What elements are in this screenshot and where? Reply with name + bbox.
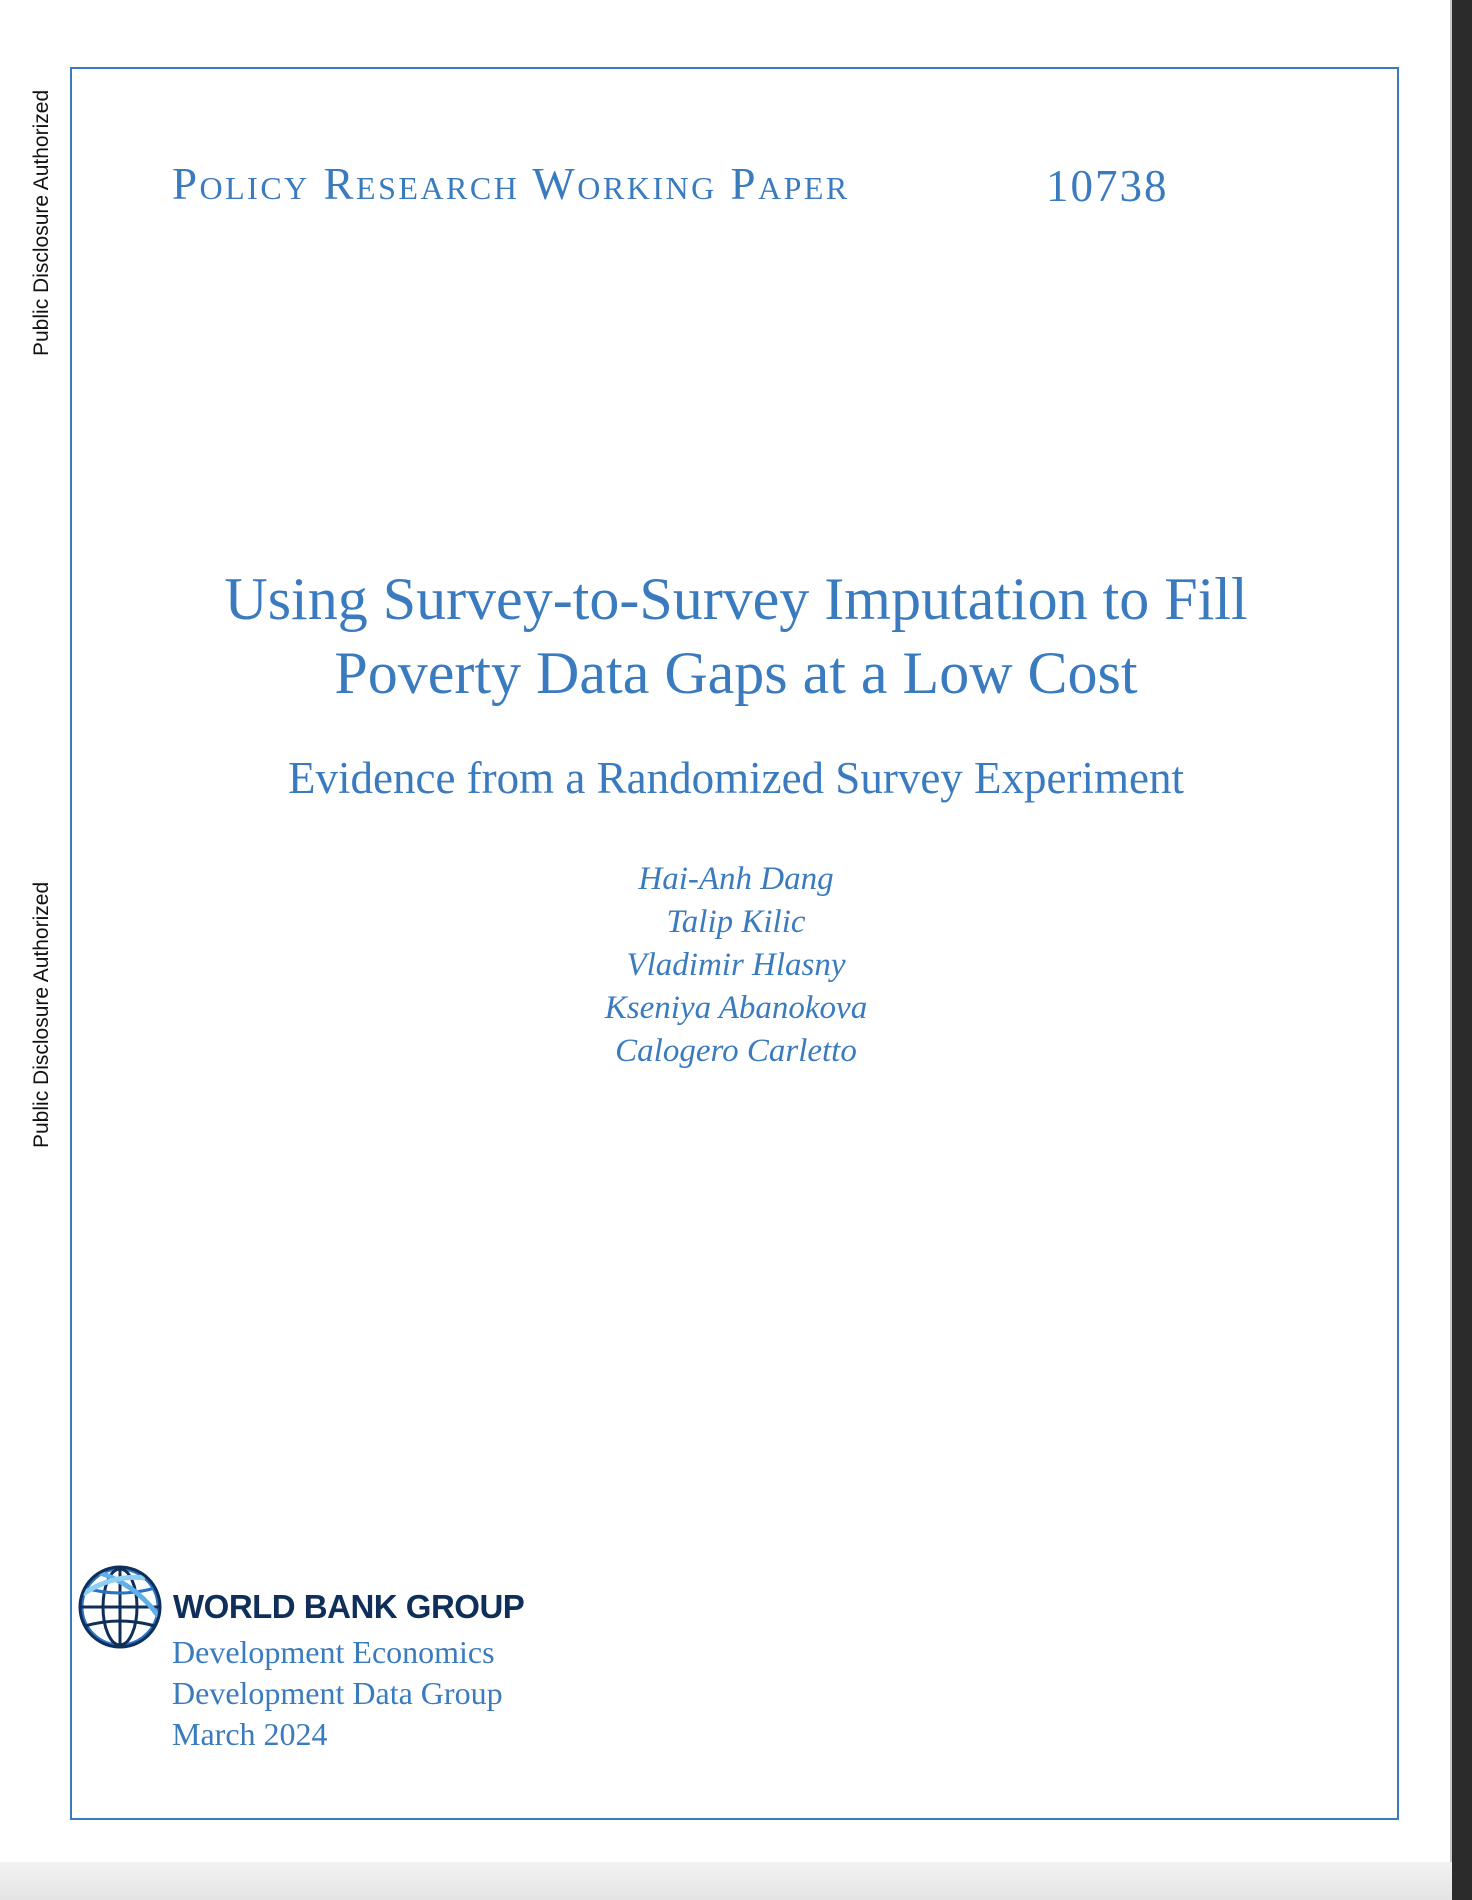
author-name: Hai-Anh Dang — [638, 861, 834, 897]
paper-title-line-1: Using Survey-to-Survey Imputation to Fill — [224, 566, 1248, 632]
author-list — [530, 858, 942, 1073]
author-name: Calogero Carletto — [615, 1033, 857, 1069]
publisher-info — [172, 1632, 503, 1755]
paper-title — [130, 562, 1342, 710]
viewer-bottom-band — [0, 1862, 1452, 1900]
disclosure-label-top: Public Disclosure Authorized — [30, 89, 53, 356]
paper-subtitle: Evidence from a Randomized Survey Experiment — [288, 753, 1184, 803]
globe-icon — [77, 1564, 163, 1650]
publication-date: March 2024 — [172, 1716, 328, 1752]
series-title: Policy Research Working Paper — [172, 159, 850, 209]
world-bank-wordmark: WORLD BANK GROUP — [173, 1588, 525, 1625]
department-name: Development Economics — [172, 1634, 495, 1670]
disclosure-label-middle: Public Disclosure Authorized — [30, 881, 53, 1148]
author-name: Talip Kilic — [666, 904, 806, 940]
paper-title-line-2: Poverty Data Gaps at a Low Cost — [334, 640, 1138, 706]
viewer-scroll-gutter — [1452, 0, 1472, 1900]
author-name: Kseniya Abanokova — [604, 990, 868, 1026]
author-name: Vladimir Hlasny — [626, 947, 846, 983]
paper-number: 10738 — [1046, 161, 1169, 211]
group-name: Development Data Group — [172, 1675, 503, 1711]
